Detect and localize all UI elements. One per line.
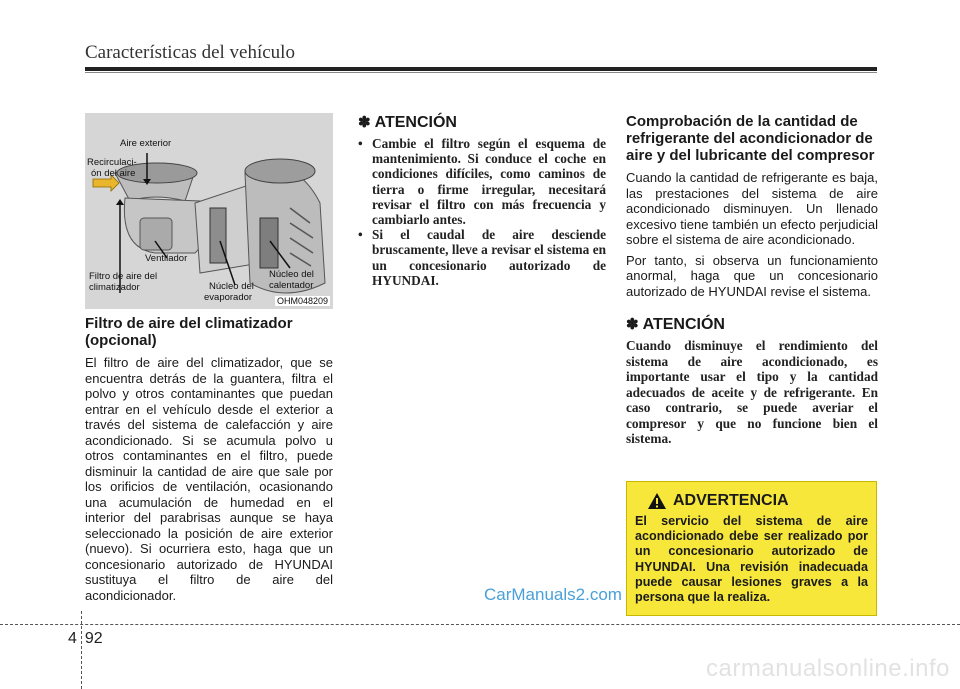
figure-code: OHM048209 xyxy=(276,296,328,306)
page-number xyxy=(68,630,103,648)
attention-heading-2 xyxy=(626,315,878,334)
watermark-link[interactable]: CarManuals2.com xyxy=(484,585,622,604)
warning-box xyxy=(626,481,877,616)
attention-title-2: ATENCIÓN xyxy=(642,316,725,333)
label-heater-line1: Núcleo del xyxy=(269,269,314,280)
warning-triangle-icon xyxy=(647,492,667,510)
check-section-title: Comprobación de la cantidad de refrigerante del acondicionador de aire y del lubricante del compresor xyxy=(626,113,875,164)
label-evap-line1: Núcleo del xyxy=(209,281,254,292)
column-middle xyxy=(358,113,606,288)
label-evap-line2: evaporador xyxy=(204,292,253,303)
label-blower: Ventilador xyxy=(145,253,188,264)
header-rule-thin xyxy=(85,72,877,73)
footer-vertical-rule xyxy=(81,611,82,689)
hvac-diagram xyxy=(85,113,333,309)
page-header-title: Características del vehículo xyxy=(85,42,295,63)
check-section-paragraph-2: Por tanto, si observa un funcionamiento anormal, haga que un concesionario autorizado de HYUNDAI revise el sistema. xyxy=(626,252,878,299)
asterisk-icon: ✽ xyxy=(358,114,371,131)
footer-rule xyxy=(0,624,960,625)
site-watermark: carmanualsonline.info xyxy=(706,655,950,682)
label-heater-line2: calentador xyxy=(269,280,314,291)
column-left xyxy=(85,113,333,608)
warning-body: El servicio del sistema de aire acondicionado debe ser realizado por un concesionario autorizado de HYUNDAI. Una revisión inadecuada puede causar lesiones graves a la persona que la realiza. xyxy=(635,514,868,605)
attention-body-2: Cuando disminuye el rendimiento del sistema de aire acondicionado, es importante usar el tipo y la cantidad adecuados de aceite y de refrigerante. En caso contrario, se puede averiar el compresor y que no funcione bien el sistema. xyxy=(626,338,878,446)
attention-item: • Si el caudal de aire desciende bruscamente, lleve a revisar el sistema en un concesionario autorizado de HYUNDAI. xyxy=(358,227,606,288)
warning-heading xyxy=(647,492,868,510)
attention-title-1: ATENCIÓN xyxy=(374,114,457,131)
attention-heading-1 xyxy=(358,113,606,132)
chapter-number: 4 xyxy=(68,630,77,647)
column-right xyxy=(626,113,878,447)
label-recirc-line1: Recirculaci- xyxy=(87,157,137,168)
label-filter-line1: Filtro de aire del xyxy=(89,271,158,282)
filter-section-title xyxy=(85,315,333,349)
filter-title-line2: (opcional) xyxy=(85,332,157,349)
asterisk-icon: ✽ xyxy=(626,316,639,333)
filter-title-line1: Filtro de aire del climatizador xyxy=(85,315,293,332)
attention-list xyxy=(358,136,606,288)
attention-item: • Cambie el filtro según el esquema de mantenimiento. Si conduce el coche en condiciones difíciles, como caminos de tierra o firme irregular, necesitará revisar el filtro con más frecuencia y cambiarlo antes. xyxy=(358,136,606,227)
label-outside-air: Aire exterior xyxy=(120,138,172,149)
label-filter-line2: climatizador xyxy=(89,282,140,293)
label-recirc-line2: ón del aire xyxy=(91,168,136,179)
page-number-value: 92 xyxy=(84,630,103,647)
check-section-paragraph-1: Cuando la cantidad de refrigerante es baja, las prestaciones del sistema de aire acondicionado disminuyen. Un llenado excesivo tiene también un efecto perjudicial sobre el sistema de aire acondicionado. xyxy=(626,170,878,247)
warning-title: ADVERTENCIA xyxy=(673,492,789,509)
filter-section-body: El filtro de aire del climatizador, que se encuentra detrás de la guantera, filtra el polvo y otros contaminantes que puedan entrar en el vehículo desde el exterior a través del sistema de calefacción y aire acondicionado. Si se acumula polvo u otros contaminantes en el filtro, puede disminuir la cantidad de aire que sale por los orificios de ventilación, ocasionando una acumulación de humedad en el interior del parabrisas aunque se haya seleccionado la posición de aire exterior (nuevo). Si ocurriera esto, haga que un concesionario autorizado de HYUNDAI sustituya el filtro de aire del acondicionador. xyxy=(85,355,333,603)
header-rule xyxy=(85,67,877,71)
